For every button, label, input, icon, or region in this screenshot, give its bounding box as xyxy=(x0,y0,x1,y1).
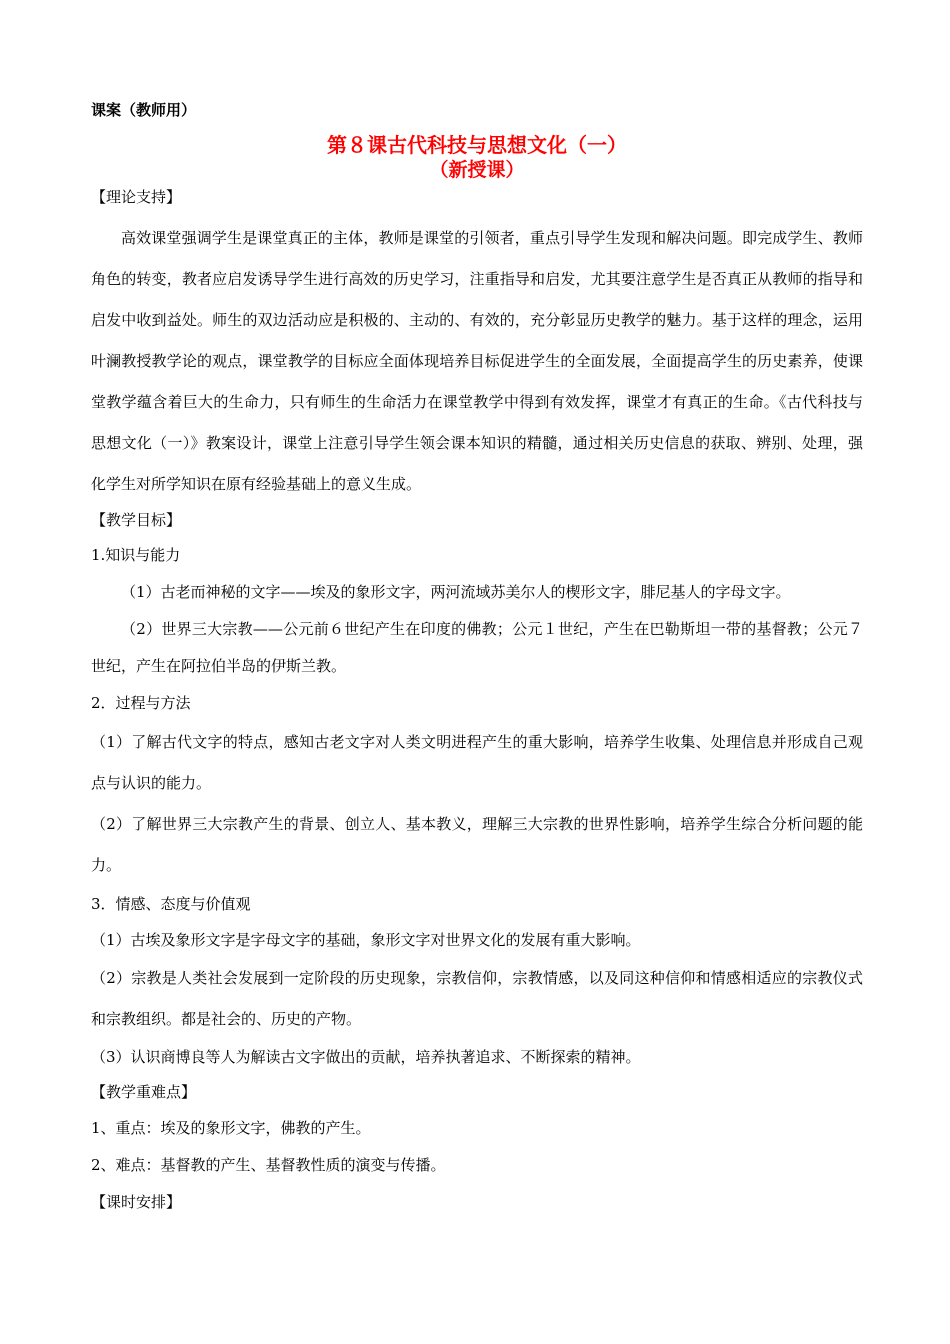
goal3-title: 3．情感、态度与价值观 xyxy=(91,895,251,913)
goal3-item2: （2）宗教是人类社会发展到一定阶段的历史现象，宗教信仰，宗教情感，以及同这种信仰和情感相适应的宗教仪式和宗教组织。都是社会的、历史的产物。 xyxy=(91,969,863,1028)
keypoint-1: 1、重点：埃及的象形文字，佛教的产生。 xyxy=(91,1119,371,1137)
goal2-item1: （1）了解古代文字的特点，感知古老文字对人类文明进程产生的重大影响，培养学生收集、处理信息并形成自己观点与认识的能力。 xyxy=(91,733,863,792)
goal3-item1: （1）古埃及象形文字是字母文字的基础，象形文字对世界文化的发展有重大影响。 xyxy=(91,931,641,949)
section-theory-heading: 【理论支持】 xyxy=(91,188,182,206)
goal3-item3: （3）认识商博良等人为解读古文字做出的贡献，培养执著追求、不断探索的精神。 xyxy=(91,1048,641,1066)
section-schedule-heading: 【课时安排】 xyxy=(91,1193,182,1211)
document-page xyxy=(91,98,863,1221)
goal2-item2: （2）了解世界三大宗教产生的背景、创立人、基本教义，理解三大宗教的世界性影响，培养学生综合分析问题的能力。 xyxy=(91,815,863,874)
section-keypoints-heading: 【教学重难点】 xyxy=(91,1083,197,1101)
theory-paragraph: 高效课堂强调学生是课堂真正的主体，教师是课堂的引领者，重点引导学生发现和解决问题。即完成学生、教师角色的转变，教者应启发诱导学生进行高效的历史学习，注重指导和启发，尤其要注意学生是否真正从教师的指导和启发中收到益处。师生的双边活动应是积极的、主动的、有效的，充分彰显历史教学的魅力。基于这样的理念，运用叶澜教授教学论的观点，课堂教学的目标应全面体现培养目标促进学生的全面发展，全面提高学生的历史素养，使课堂教学蕴含着巨大的生命力，只有师生的生命活力在课堂教学中得到有效发挥，课堂才有真正的生命。《古代科技与思想文化（一）》教案设计，课堂上注意引导学生领会课本知识的精髓，通过相关历史信息的获取、辨别、处理，强化学生对所学知识在原有经验基础上的意义生成。 xyxy=(91,229,863,493)
keypoint-2: 2、难点：基督教的产生、基督教性质的演变与传播。 xyxy=(91,1156,446,1174)
lesson-title: 第８课古代科技与思想文化（一） xyxy=(327,133,627,157)
doc-label: 课案（教师用） xyxy=(91,101,197,119)
title-block xyxy=(91,132,863,182)
goal2-title: 2．过程与方法 xyxy=(91,694,191,712)
goal1-title: 1.知识与能力 xyxy=(91,546,181,564)
goal1-item1: （1）古老而神秘的文字——埃及的象形文字，两河流域苏美尔人的楔形文字，腓尼基人的字母文字。 xyxy=(121,583,791,601)
lesson-subtitle: （新授课） xyxy=(429,159,525,181)
goal1-item2: （2）世界三大宗教——公元前６世纪产生在印度的佛教；公元１世纪，产生在巴勒斯坦一带的基督教；公元７世纪，产生在阿拉伯半岛的伊斯兰教。 xyxy=(91,620,863,675)
section-goals-heading: 【教学目标】 xyxy=(91,511,182,529)
